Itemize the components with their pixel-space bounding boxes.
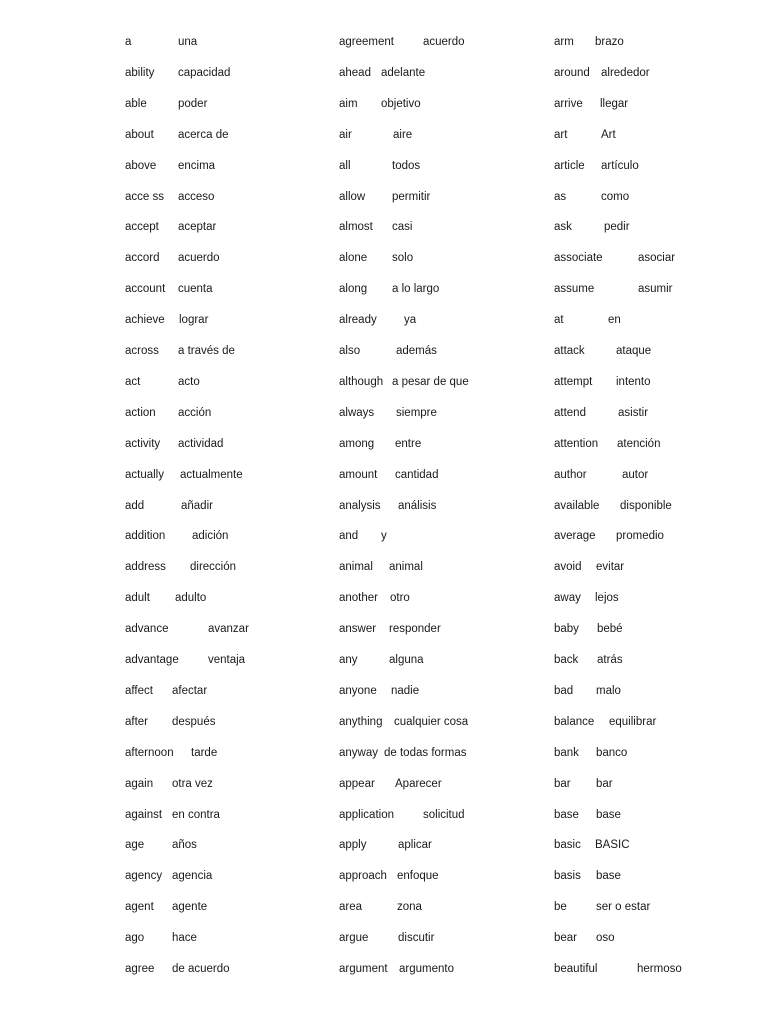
spanish-translation: oso: [596, 932, 615, 944]
english-word: accept: [125, 221, 159, 233]
english-word: ask: [554, 221, 572, 233]
vocab-entry: [554, 497, 768, 515]
vocab-entry: [554, 280, 768, 298]
vocab-entry: [125, 836, 340, 854]
english-word: action: [125, 407, 156, 419]
spanish-translation: artículo: [601, 160, 639, 172]
word-column-3: [554, 0, 768, 1024]
vocab-entry: [554, 404, 768, 422]
english-word: bank: [554, 747, 579, 759]
spanish-translation: avanzar: [208, 623, 249, 635]
vocab-entry: [125, 126, 340, 144]
vocab-entry: [554, 620, 768, 638]
spanish-translation: otro: [390, 592, 410, 604]
vocab-entry: [125, 33, 340, 51]
spanish-translation: autor: [622, 469, 649, 481]
english-word: at: [554, 314, 564, 326]
vocab-entry: [554, 33, 768, 51]
vocab-entry: [125, 713, 340, 731]
spanish-translation: actividad: [178, 438, 224, 450]
vocab-entry: [339, 527, 554, 545]
english-word: actually: [125, 469, 164, 481]
english-word: as: [554, 191, 567, 203]
spanish-translation: dirección: [190, 561, 237, 573]
spanish-translation: permitir: [392, 191, 431, 203]
english-word: back: [554, 654, 579, 666]
vocab-entry: [554, 373, 768, 391]
vocab-entry: [125, 188, 340, 206]
vocab-entry: [125, 960, 340, 978]
vocab-entry: [339, 33, 554, 51]
vocab-entry: [339, 744, 554, 762]
vocab-entry: [339, 280, 554, 298]
vocab-entry: [554, 466, 768, 484]
spanish-translation: solicitud: [423, 809, 465, 821]
english-word: bar: [554, 778, 571, 790]
spanish-translation: base: [596, 870, 621, 882]
spanish-translation: como: [601, 191, 630, 203]
english-word: attend: [554, 407, 586, 419]
vocab-entry: [339, 929, 554, 947]
vocab-entry: [339, 775, 554, 793]
spanish-translation: agencia: [172, 870, 213, 882]
english-word: able: [125, 98, 147, 110]
vocab-entry: [125, 218, 340, 236]
english-word: always: [339, 407, 375, 419]
english-word: aim: [339, 98, 358, 110]
english-word: ability: [125, 67, 155, 79]
english-word: ago: [125, 932, 145, 944]
spanish-translation: objetivo: [381, 98, 421, 110]
english-word: addition: [125, 530, 166, 542]
english-word: affect: [125, 685, 153, 697]
vocab-entry: [554, 836, 768, 854]
english-word: art: [554, 129, 568, 141]
english-word: approach: [339, 870, 387, 882]
spanish-translation: cualquier cosa: [394, 716, 469, 728]
english-word: basic: [554, 839, 581, 851]
vocab-entry: [554, 558, 768, 576]
english-word: agreement: [339, 36, 394, 48]
vocab-entry: [339, 682, 554, 700]
spanish-translation: bar: [596, 778, 613, 790]
vocab-entry: [125, 249, 340, 267]
vocab-entry: [339, 249, 554, 267]
spanish-translation: a pesar de que: [392, 376, 469, 388]
vocab-entry: [125, 280, 340, 298]
vocab-entry: [339, 188, 554, 206]
vocab-entry: [125, 929, 340, 947]
english-word: all: [339, 160, 351, 172]
english-word: also: [339, 345, 361, 357]
vocab-entry: [339, 373, 554, 391]
spanish-translation: ataque: [616, 345, 652, 357]
english-word: across: [125, 345, 159, 357]
vocab-entry: [125, 775, 340, 793]
vocab-entry: [339, 404, 554, 422]
vocab-entry: [339, 960, 554, 978]
english-word: almost: [339, 221, 373, 233]
spanish-translation: ya: [404, 314, 417, 326]
spanish-translation: nadie: [391, 685, 420, 697]
spanish-translation: encima: [178, 160, 216, 172]
vocab-entry: [339, 836, 554, 854]
vocab-entry: [339, 311, 554, 329]
spanish-translation: adición: [192, 530, 229, 542]
english-word: another: [339, 592, 379, 604]
spanish-translation: animal: [389, 561, 423, 573]
english-word: base: [554, 809, 579, 821]
english-word: attention: [554, 438, 599, 450]
spanish-translation: a través de: [178, 345, 235, 357]
spanish-translation: zona: [397, 901, 422, 913]
vocab-entry: [554, 249, 768, 267]
spanish-translation: además: [396, 345, 437, 357]
spanish-translation: ventaja: [208, 654, 246, 666]
english-word: basis: [554, 870, 581, 882]
english-word: agency: [125, 870, 163, 882]
vocab-entry: [339, 95, 554, 113]
spanish-translation: Aparecer: [395, 778, 442, 790]
vocab-entry: [125, 867, 340, 885]
vocab-entry: [339, 218, 554, 236]
vocab-entry: [125, 651, 340, 669]
vocab-entry: [339, 867, 554, 885]
spanish-translation: acuerdo: [178, 252, 220, 264]
spanish-translation: disponible: [620, 500, 672, 512]
spanish-translation: capacidad: [178, 67, 231, 79]
english-word: alone: [339, 252, 368, 264]
vocab-entry: [554, 898, 768, 916]
english-word: bad: [554, 685, 574, 697]
vocab-entry: [125, 311, 340, 329]
vocab-entry: [554, 929, 768, 947]
english-word: arrive: [554, 98, 583, 110]
spanish-translation: en: [608, 314, 621, 326]
vocab-entry: [554, 435, 768, 453]
spanish-translation: cuenta: [178, 283, 213, 295]
vocab-entry: [125, 620, 340, 638]
vocab-entry: [554, 157, 768, 175]
spanish-translation: brazo: [595, 36, 624, 48]
spanish-translation: acerca de: [178, 129, 229, 141]
english-word: analysis: [339, 500, 381, 512]
spanish-translation: asociar: [638, 252, 676, 264]
vocab-entry: [554, 867, 768, 885]
spanish-translation: atención: [617, 438, 661, 450]
vocab-entry: [339, 466, 554, 484]
vocab-entry: [339, 620, 554, 638]
english-word: agree: [125, 963, 155, 975]
english-word: anyone: [339, 685, 377, 697]
vocab-entry: [339, 589, 554, 607]
english-word: attack: [554, 345, 585, 357]
english-word: application: [339, 809, 394, 821]
english-word: afternoon: [125, 747, 174, 759]
spanish-translation: agente: [172, 901, 208, 913]
vocab-entry: [125, 589, 340, 607]
spanish-translation: acto: [178, 376, 200, 388]
vocab-entry: [554, 775, 768, 793]
spanish-translation: análisis: [398, 500, 437, 512]
spanish-translation: acción: [178, 407, 212, 419]
spanish-translation: hermoso: [637, 963, 682, 975]
spanish-translation: cantidad: [395, 469, 439, 481]
english-word: animal: [339, 561, 373, 573]
english-word: activity: [125, 438, 161, 450]
vocab-entry: [554, 342, 768, 360]
spanish-translation: de acuerdo: [172, 963, 230, 975]
spanish-translation: hace: [172, 932, 197, 944]
spanish-translation: malo: [596, 685, 621, 697]
english-word: again: [125, 778, 154, 790]
english-word: apply: [339, 839, 367, 851]
spanish-translation: de todas formas: [384, 747, 467, 759]
spanish-translation: promedio: [616, 530, 664, 542]
english-word: attempt: [554, 376, 593, 388]
vocab-entry: [554, 188, 768, 206]
spanish-translation: a lo largo: [392, 283, 440, 295]
english-word: available: [554, 500, 600, 512]
english-word: anything: [339, 716, 383, 728]
spanish-translation: adulto: [175, 592, 207, 604]
vocab-entry: [339, 651, 554, 669]
spanish-translation: ser o estar: [596, 901, 651, 913]
spanish-translation: años: [172, 839, 197, 851]
vocab-entry: [125, 744, 340, 762]
vocab-entry: [554, 218, 768, 236]
spanish-translation: responder: [389, 623, 441, 635]
english-word: amount: [339, 469, 378, 481]
vocab-entry: [125, 342, 340, 360]
vocab-entry: [554, 95, 768, 113]
spanish-translation: atrás: [597, 654, 623, 666]
spanish-translation: asistir: [618, 407, 649, 419]
spanish-translation: una: [178, 36, 198, 48]
english-word: and: [339, 530, 359, 542]
spanish-translation: pedir: [604, 221, 630, 233]
english-word: argue: [339, 932, 369, 944]
english-word: although: [339, 376, 384, 388]
spanish-translation: base: [596, 809, 621, 821]
spanish-translation: actualmente: [180, 469, 243, 481]
vocab-entry: [125, 435, 340, 453]
vocab-entry: [339, 558, 554, 576]
english-word: be: [554, 901, 567, 913]
vocab-entry: [125, 466, 340, 484]
english-word: around: [554, 67, 590, 79]
vocab-entry: [125, 558, 340, 576]
vocab-entry: [125, 373, 340, 391]
english-word: air: [339, 129, 352, 141]
english-word: account: [125, 283, 166, 295]
spanish-translation: casi: [392, 221, 413, 233]
spanish-translation: evitar: [596, 561, 625, 573]
english-word: away: [554, 592, 581, 604]
english-word: average: [554, 530, 596, 542]
spanish-translation: alrededor: [601, 67, 650, 79]
spanish-translation: discutir: [398, 932, 435, 944]
english-word: age: [125, 839, 145, 851]
english-word: arm: [554, 36, 574, 48]
spanish-translation: tarde: [191, 747, 218, 759]
spanish-translation: aplicar: [398, 839, 432, 851]
spanish-translation: alguna: [389, 654, 424, 666]
spanish-translation: solo: [392, 252, 414, 264]
vocab-entry: [125, 806, 340, 824]
english-word: after: [125, 716, 149, 728]
english-word: achieve: [125, 314, 165, 326]
vocab-entry: [339, 806, 554, 824]
spanish-translation: en contra: [172, 809, 220, 821]
english-word: against: [125, 809, 163, 821]
english-word: accord: [125, 252, 160, 264]
vocab-entry: [339, 898, 554, 916]
vocab-entry: [125, 157, 340, 175]
spanish-translation: banco: [596, 747, 628, 759]
spanish-translation: asumir: [638, 283, 673, 295]
vocab-entry: [554, 651, 768, 669]
english-word: author: [554, 469, 587, 481]
english-word: any: [339, 654, 358, 666]
english-word: among: [339, 438, 375, 450]
english-word: adult: [125, 592, 150, 604]
vocab-entry: [554, 744, 768, 762]
vocab-entry: [554, 311, 768, 329]
spanish-translation: entre: [395, 438, 422, 450]
spanish-translation: acceso: [178, 191, 215, 203]
vocab-entry: [339, 64, 554, 82]
word-column-1: [125, 0, 340, 1024]
english-word: answer: [339, 623, 377, 635]
english-word: avoid: [554, 561, 582, 573]
english-word: above: [125, 160, 157, 172]
vocab-entry: [554, 713, 768, 731]
spanish-translation: afectar: [172, 685, 208, 697]
vocab-entry: [125, 95, 340, 113]
spanish-translation: llegar: [600, 98, 629, 110]
english-word: advance: [125, 623, 169, 635]
vocab-entry: [554, 126, 768, 144]
spanish-translation: y: [381, 530, 387, 542]
spanish-translation: todos: [392, 160, 421, 172]
english-word: ahead: [339, 67, 371, 79]
vocab-entry: [125, 64, 340, 82]
english-word: argument: [339, 963, 388, 975]
spanish-translation: adelante: [381, 67, 426, 79]
spanish-translation: añadir: [181, 500, 213, 512]
spanish-translation: BASIC: [595, 839, 630, 851]
vocab-entry: [339, 435, 554, 453]
vocab-entry: [554, 682, 768, 700]
vocab-entry: [339, 126, 554, 144]
english-word: balance: [554, 716, 595, 728]
vocab-entry: [554, 960, 768, 978]
spanish-translation: aceptar: [178, 221, 217, 233]
english-word: bear: [554, 932, 578, 944]
spanish-translation: argumento: [399, 963, 454, 975]
english-word: advantage: [125, 654, 179, 666]
spanish-translation: lograr: [179, 314, 209, 326]
vocab-entry: [125, 527, 340, 545]
vocab-entry: [554, 64, 768, 82]
english-word: baby: [554, 623, 579, 635]
vocab-entry: [554, 527, 768, 545]
english-word: act: [125, 376, 141, 388]
english-word: anyway: [339, 747, 378, 759]
english-word: assume: [554, 283, 595, 295]
english-word: about: [125, 129, 154, 141]
english-word: address: [125, 561, 166, 573]
vocab-entry: [125, 682, 340, 700]
vocab-entry: [339, 713, 554, 731]
english-word: along: [339, 283, 368, 295]
english-word: acce ss: [125, 191, 164, 203]
spanish-translation: Art: [601, 129, 616, 141]
vocab-entry: [554, 806, 768, 824]
vocab-entry: [339, 157, 554, 175]
english-word: appear: [339, 778, 375, 790]
word-column-2: [339, 0, 554, 1024]
vocab-entry: [125, 497, 340, 515]
spanish-translation: enfoque: [397, 870, 439, 882]
spanish-translation: aire: [393, 129, 413, 141]
spanish-translation: otra vez: [172, 778, 213, 790]
english-word: article: [554, 160, 585, 172]
english-word: agent: [125, 901, 154, 913]
english-word: beautiful: [554, 963, 598, 975]
spanish-translation: bebé: [597, 623, 623, 635]
spanish-translation: lejos: [595, 592, 619, 604]
english-word: a: [125, 36, 132, 48]
vocab-entry: [339, 342, 554, 360]
spanish-translation: después: [172, 716, 216, 728]
spanish-translation: acuerdo: [423, 36, 465, 48]
english-word: area: [339, 901, 363, 913]
spanish-translation: equilibrar: [609, 716, 657, 728]
english-word: already: [339, 314, 377, 326]
english-word: associate: [554, 252, 603, 264]
english-word: allow: [339, 191, 366, 203]
vocab-entry: [125, 898, 340, 916]
spanish-translation: intento: [616, 376, 651, 388]
vocab-entry: [339, 497, 554, 515]
english-word: add: [125, 500, 145, 512]
vocab-entry: [554, 589, 768, 607]
spanish-translation: siempre: [396, 407, 437, 419]
spanish-translation: poder: [178, 98, 208, 110]
vocab-entry: [125, 404, 340, 422]
